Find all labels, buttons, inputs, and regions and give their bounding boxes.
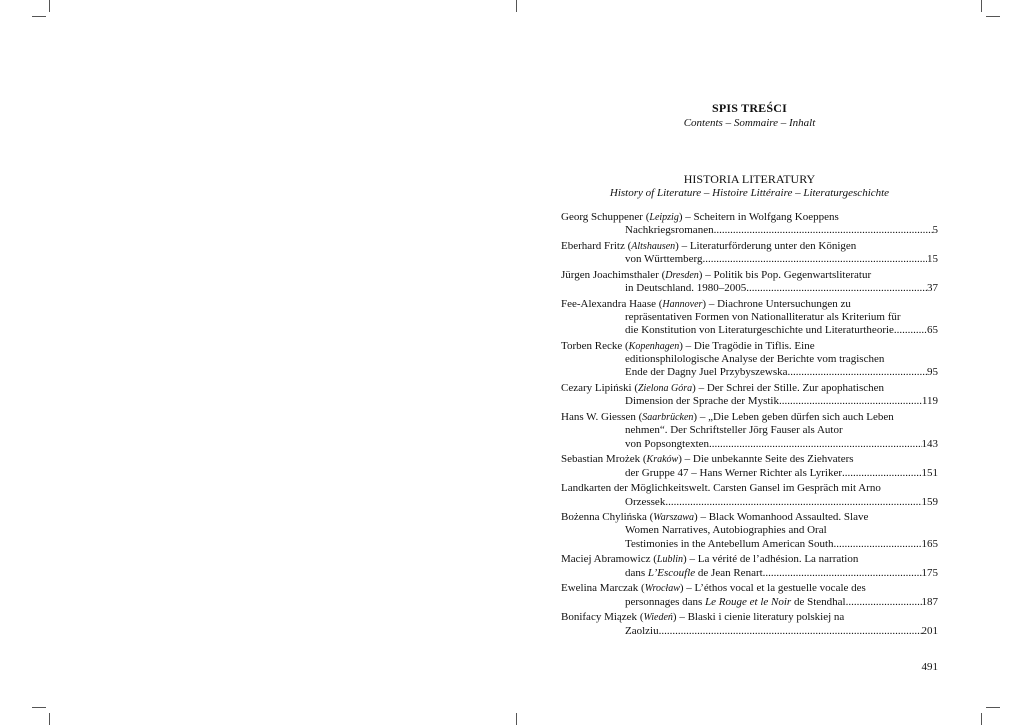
toc-title-text: repräsentativen Formen von Nationalliteratur als Kriterium für: [625, 311, 901, 324]
toc-title-text: [625, 625, 659, 638]
toc-title-text: La vérité de l’adhésion. La narration: [697, 553, 859, 566]
toc-title-text: Testimonies in the Antebellum American South: [625, 537, 834, 550]
toc-entry-line: Sebastian Mrożek (Kraków) – Die unbekannte Seite des Ziehvaters: [561, 453, 854, 466]
toc-title-text: Orzessek: [625, 495, 666, 508]
toc-entry-last-line: [561, 324, 938, 337]
toc-entry[interactable]: [561, 582, 938, 608]
toc-title-text: Zaolziu: [625, 624, 659, 637]
toc-dash: –: [702, 268, 714, 281]
toc-leader-dots: [709, 438, 921, 451]
toc-title-text: Der Schrei der Stille. Zur apophatischen: [706, 382, 885, 395]
crop-mark: [981, 713, 982, 725]
toc-author: Sebastian Mrożek: [561, 453, 641, 466]
toc-title-text: Women Narratives, Autobiographies and Oral: [625, 524, 827, 537]
toc-entry-line: Cezary Lipiński (Zielona Góra) – Der Schrei der Stille. Zur apophatischen: [561, 382, 885, 395]
toc-title-text: [625, 366, 788, 379]
toc-entry[interactable]: [561, 411, 938, 451]
toc-title-text: [625, 324, 894, 337]
section-subtitle: History of Literature – Histoire Littéraire – Literaturgeschichte: [609, 187, 890, 199]
toc-title-text: „Die Leben geben dürfen sich auch Leben: [708, 411, 894, 424]
toc-dash: –: [697, 511, 709, 524]
toc-leader-dots: [894, 324, 927, 337]
toc-title-text: Blaski i cienie literatury polskiej na: [687, 611, 845, 624]
toc-leader-dots: [703, 253, 928, 266]
toc-leader-dots: [659, 625, 922, 638]
toc-title-text: Scheitern in Wolfgang Koeppens: [693, 211, 839, 223]
toc-author: Georg Schuppener: [561, 211, 643, 223]
toc-entry[interactable]: [561, 482, 938, 508]
toc-place: Dresden: [665, 269, 699, 281]
toc-page-number: 187: [921, 595, 938, 608]
toc-entry-last-line: [561, 567, 938, 580]
toc-place: Wrocław: [644, 583, 680, 595]
toc-author: Fee-Alexandra Haase: [561, 297, 656, 310]
toc-page-number: 65: [927, 324, 938, 337]
toc-entry-line: Bonifacy Miązek (Wiedeń) – Blaski i cienie literatury polskiej na: [561, 611, 845, 624]
toc-entry-last-line: [561, 253, 938, 266]
table-of-contents: [561, 211, 938, 640]
toc-title-text: [625, 567, 763, 580]
toc-place: Saarbrücken: [642, 412, 694, 424]
toc-title-text: die Konstitution von Literaturgeschichte und Literaturtheorie: [625, 324, 894, 337]
toc-title-text: [625, 467, 842, 480]
toc-title-text: L’éthos vocal et la gestuelle vocale des: [694, 582, 866, 595]
toc-page-number: 201: [921, 624, 938, 637]
toc-title-text: Diachrone Untersuchungen zu: [717, 297, 851, 310]
toc-author: Bonifacy Miązek: [561, 611, 638, 624]
toc-page-number: 143: [921, 437, 938, 450]
toc-title-text: [625, 496, 665, 509]
toc-leader-dots: [714, 224, 933, 237]
toc-title-text: von Popsongtexten: [625, 437, 710, 450]
toc-title-text: in Deutschland. 1980–2005: [625, 282, 747, 295]
toc-entry[interactable]: [561, 553, 938, 579]
toc-entry-last-line: [561, 366, 938, 379]
toc-title-text: Nachkriegsromanen: [625, 224, 714, 237]
toc-entry[interactable]: [561, 269, 938, 295]
crop-mark: [32, 16, 46, 17]
toc-place: Warszawa: [653, 512, 695, 524]
toc-title-text: Die Tragödie in Tiflis. Eine: [693, 340, 815, 353]
crop-mark: [49, 0, 50, 12]
crop-mark: [981, 0, 982, 12]
toc-title-text: [625, 596, 846, 609]
toc-entry-line: Torben Recke (Kopenhagen) – Die Tragödie in Tiflis. Eine: [561, 340, 815, 353]
toc-entry-line: Jürgen Joachimsthaler (Dresden) – Politik bis Pop. Gegenwartsliteratur: [561, 268, 872, 281]
toc-place: Kraków: [646, 454, 679, 466]
page-subtitle: Contents – Sommaire – Inhalt: [683, 117, 816, 129]
crop-mark: [516, 0, 517, 12]
toc-leader-dots: [746, 282, 927, 295]
crop-mark: [986, 707, 1000, 708]
toc-page-number: 151: [921, 466, 938, 479]
toc-page-number: 119: [921, 395, 938, 408]
toc-author: Cezary Lipiński: [561, 382, 632, 395]
toc-dash: –: [695, 382, 707, 395]
crop-mark: [986, 16, 1000, 17]
toc-entry-line: Hans W. Giessen (Saarbrücken) – „Die Leben geben dürfen sich auch Leben: [561, 411, 894, 424]
toc-dash: –: [686, 553, 698, 566]
toc-author: Maciej Abramowicz: [561, 553, 651, 566]
toc-entry[interactable]: [561, 611, 938, 637]
toc-place: Wiedeń: [643, 612, 673, 624]
toc-place: Kopenhagen: [628, 341, 680, 353]
toc-page-number: 37: [927, 282, 938, 295]
toc-dash: –: [676, 611, 688, 624]
toc-place: Hannover: [662, 298, 703, 310]
toc-page-number: 95: [927, 366, 938, 379]
toc-entry-last-line: [561, 395, 938, 408]
toc-entry-line: Maciej Abramowicz (Lublin) – La vérité de l’adhésion. La narration: [561, 553, 859, 566]
toc-title-text: [625, 538, 834, 551]
toc-entry[interactable]: [561, 298, 938, 338]
page-title: SPIS TREŚCI: [711, 101, 787, 115]
toc-entry-last-line: [561, 538, 938, 551]
toc-title-text: nehmen“. Der Schriftsteller Jörg Fauser als Autor: [625, 424, 843, 437]
toc-dash: –: [706, 297, 718, 310]
toc-place: Leipzig: [649, 212, 679, 223]
toc-entry-line: Bożenna Chylińska (Warszawa) – Black Womanhood Assaulted. Slave: [561, 511, 869, 524]
toc-title-text: Ende der Dagny Juel Przybyszewska: [625, 366, 788, 379]
toc-author: Jürgen Joachimsthaler: [561, 268, 659, 281]
toc-leader-dots: [788, 366, 927, 379]
toc-entry[interactable]: [561, 382, 938, 408]
toc-title-text: de Stendhal: [791, 595, 846, 608]
toc-page-number: 159: [921, 495, 938, 508]
toc-title-text: der Gruppe 47 – Hans Werner Richter als Lyriker: [625, 466, 843, 479]
toc-leader-dots: [834, 538, 922, 551]
toc-title-text: Politik bis Pop. Gegenwartsliteratur: [713, 268, 872, 281]
toc-author: Bożenna Chylińska: [561, 511, 647, 524]
toc-italic-title: L’Escoufle: [647, 566, 696, 579]
toc-dash: –: [678, 239, 690, 252]
toc-entry-last-line: [561, 625, 938, 638]
crop-mark: [516, 713, 517, 725]
toc-title-text: Literaturförderung unter den Königen: [689, 239, 857, 252]
toc-page-number: 175: [921, 566, 938, 579]
toc-title-text: Dimension der Sprache der Mystik: [625, 395, 779, 408]
toc-entry-line: Eberhard Fritz (Altshausen) – Literaturförderung unter den Königen: [561, 239, 857, 252]
toc-dash: –: [682, 211, 694, 223]
toc-leader-dots: [763, 567, 922, 580]
toc-entry-last-line: [561, 596, 938, 609]
toc-entry-last-line: [561, 438, 938, 451]
toc-title-text: [625, 282, 746, 295]
toc-entry-line: [561, 482, 938, 495]
toc-entry-line: Ewelina Marczak (Wrocław) – L’éthos vocal et la gestuelle vocale des: [561, 582, 866, 595]
toc-title-text: [625, 438, 709, 451]
toc-dash: –: [697, 411, 709, 424]
toc-title-text: Landkarten der Möglichkeitswelt. Carsten Gansel im Gespräch mit Arno: [561, 482, 881, 495]
toc-entry-line: Georg Schuppener (Leipzig) – Scheitern in Wolfgang Koeppens: [561, 211, 839, 223]
toc-page-number: 5: [932, 224, 938, 237]
toc-entry[interactable]: [561, 340, 938, 380]
toc-entry-last-line: [561, 496, 938, 509]
toc-author: Ewelina Marczak: [561, 582, 639, 595]
toc-entry-line: [561, 524, 938, 537]
toc-author: Hans W. Giessen: [561, 411, 636, 424]
toc-entry-last-line: [561, 467, 938, 480]
toc-entry-last-line: [561, 224, 938, 237]
section-title: HISTORIA LITERATURY: [683, 172, 816, 186]
toc-place: Lublin: [656, 554, 684, 566]
toc-leader-dots: [842, 467, 921, 480]
toc-title-text: Black Womanhood Assaulted. Slave: [708, 511, 869, 524]
toc-leader-dots: [779, 395, 922, 408]
toc-entry-line: Fee-Alexandra Haase (Hannover) – Diachrone Untersuchungen zu: [561, 297, 851, 310]
crop-mark: [32, 707, 46, 708]
toc-page-number: 165: [921, 537, 938, 550]
crop-mark: [49, 713, 50, 725]
toc-author: Torben Recke: [561, 340, 623, 353]
toc-title-text: [625, 224, 714, 237]
toc-title-text: Die unbekannte Seite des Ziehvaters: [692, 453, 854, 466]
toc-entry[interactable]: [561, 453, 938, 479]
toc-dash: –: [681, 453, 693, 466]
toc-title-text: de Jean Renart: [695, 566, 763, 579]
toc-title-text: [625, 395, 779, 408]
toc-title-text: von Württemberg: [625, 253, 703, 266]
toc-title-text: personnages dans: [625, 595, 706, 608]
toc-entry-last-line: [561, 282, 938, 295]
toc-title-text: editionsphilologische Analyse der Berichte vom tragischen: [625, 353, 885, 366]
toc-leader-dots: [665, 496, 921, 509]
toc-place: Zielona Góra: [638, 383, 693, 395]
toc-dash: –: [683, 582, 695, 595]
toc-entry[interactable]: [561, 211, 938, 237]
toc-title-text: dans: [625, 566, 648, 579]
toc-leader-dots: [846, 596, 922, 609]
toc-entry-line: [561, 353, 938, 366]
toc-italic-title: Le Rouge et le Noir: [705, 595, 792, 608]
toc-dash: –: [682, 340, 694, 353]
toc-title-text: [625, 253, 703, 266]
page-number: 491: [921, 661, 938, 673]
toc-place: Altshausen: [631, 240, 676, 252]
toc-entry[interactable]: [561, 511, 938, 551]
toc-entry-line: [561, 424, 938, 437]
toc-author: Eberhard Fritz: [561, 239, 625, 252]
toc-page-number: 15: [927, 253, 938, 266]
toc-entry[interactable]: [561, 240, 938, 266]
toc-entry-line: [561, 311, 938, 324]
